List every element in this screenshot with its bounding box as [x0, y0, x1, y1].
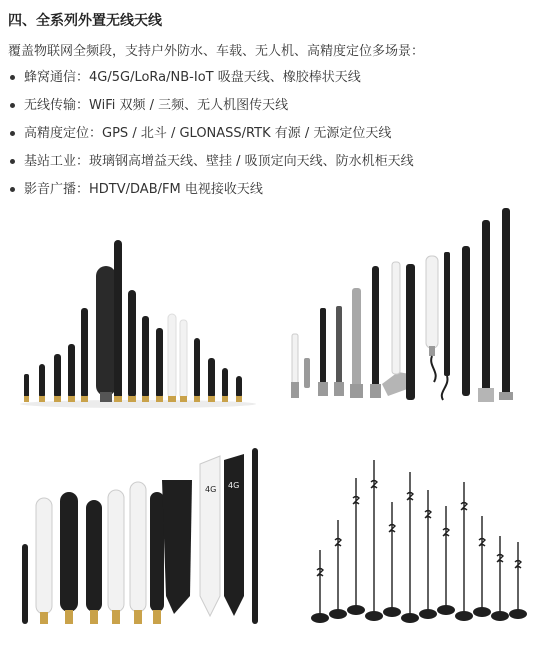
- fiberglass-antenna-photo: [278, 206, 538, 414]
- feature-text: GPS / 北斗 / GLONASS/RTK 有源 / 无源定位天线: [102, 126, 392, 141]
- feature-label: 无线传输：: [24, 98, 90, 113]
- magnetic-antenna-illustration: [300, 446, 540, 632]
- rubber-antenna-photo: [14, 226, 262, 412]
- feature-list: [0, 68, 545, 208]
- section-intro: 覆盖物联网全频段，支持户外防水、车载、无人机、高精度定位多场景：: [8, 44, 425, 59]
- rubber-antenna-illustration: [14, 226, 262, 412]
- paddle-antenna-illustration: [14, 446, 272, 632]
- feature-text: WiFi 双频 / 三频、无人机图传天线: [89, 98, 289, 113]
- bullet-icon: [10, 187, 15, 192]
- feature-text: HDTV/DAB/FM 电视接收天线: [89, 182, 263, 197]
- magnetic-antenna-photo: [300, 446, 540, 632]
- paddle-antenna-photo: [14, 446, 272, 632]
- paddle-badge-a: 4G: [205, 485, 217, 494]
- bullet-icon: [10, 159, 15, 164]
- fiberglass-antenna-group: [291, 208, 513, 402]
- paddle-badge-b: 4G: [228, 481, 240, 490]
- section-heading: 四、全系列外置无线天线: [8, 13, 162, 29]
- feature-label: 基站工业：: [24, 154, 90, 169]
- feature-item-industrial: [0, 152, 545, 180]
- feature-text: 4G/5G/LoRa/NB-IoT 吸盘天线、橡胶棒状天线: [89, 70, 361, 85]
- magnetic-antenna-group: [317, 460, 521, 616]
- feature-item-cellular: [0, 68, 545, 96]
- feature-text: 玻璃钢高增益天线、壁挂 / 吸顶定向天线、防水机柜天线: [89, 154, 414, 169]
- feature-item-positioning: [0, 124, 545, 152]
- feature-item-wireless: [0, 96, 545, 124]
- feature-label: 高精度定位：: [24, 126, 103, 141]
- rubber-antenna-group: [24, 240, 242, 402]
- bullet-icon: [10, 131, 15, 136]
- paddle-antenna-group: [22, 448, 258, 624]
- feature-label: 影音广播：: [24, 182, 90, 197]
- bullet-icon: [10, 75, 15, 80]
- feature-label: 蜂窝通信：: [24, 70, 90, 85]
- fiberglass-antenna-illustration: [278, 206, 538, 414]
- feature-item-broadcast: [0, 180, 545, 208]
- magnetic-base-group: [311, 605, 527, 623]
- bullet-icon: [10, 103, 15, 108]
